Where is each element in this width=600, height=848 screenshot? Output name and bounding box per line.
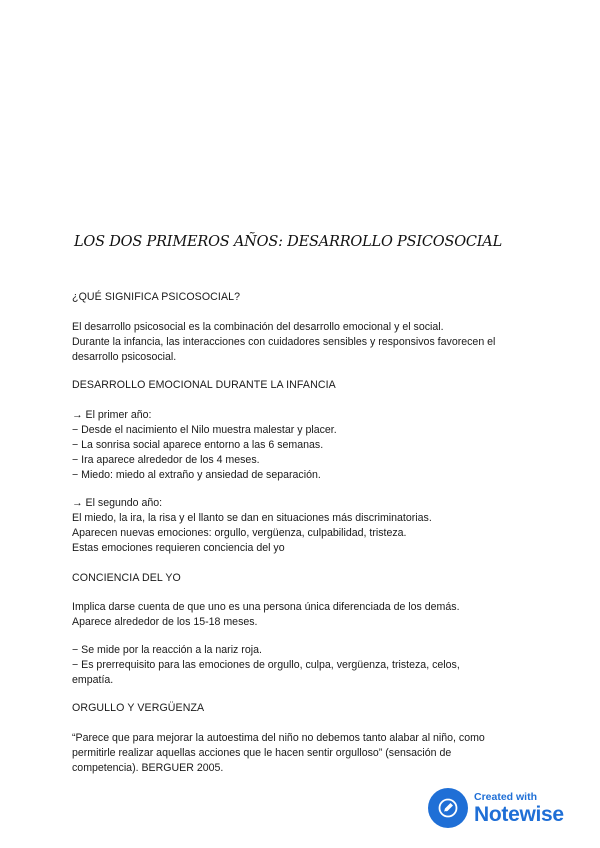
pen-icon <box>428 788 468 828</box>
paragraph-line: El miedo, la ira, la risa y el llanto se dan en situaciones más discriminatorias. <box>72 512 432 524</box>
paragraph-line: desarrollo psicosocial. <box>72 351 177 363</box>
paragraph-line: Aparecen nuevas emociones: orgullo, vergüenza, culpabilidad, tristeza. <box>72 527 407 539</box>
section-heading: ORGULLO Y VERGÜENZA <box>72 702 205 714</box>
quote-line: “Parece que para mejorar la autoestima del niño no debemos tanto alabar al niño, como <box>72 732 485 744</box>
section-heading: CONCIENCIA DEL YO <box>72 572 181 584</box>
section-heading: ¿QUÉ SIGNIFICA PSICOSOCIAL? <box>72 291 241 303</box>
paragraph-line: El desarrollo psicosocial es la combinación del desarrollo emocional y el social. <box>72 321 444 333</box>
paragraph-line: empatía. <box>72 674 114 686</box>
watermark-caption: Created with <box>474 790 538 803</box>
list-item: − Se mide por la reacción a la nariz roja. <box>72 644 262 656</box>
subsection-label: → El segundo año: <box>72 497 163 509</box>
list-item: − Es prerrequisito para las emociones de orgullo, culpa, vergüenza, tristeza, celos, <box>72 659 460 671</box>
list-item: − La sonrisa social aparece entorno a las 6 semanas. <box>72 439 324 451</box>
document-title: LOS DOS PRIMEROS AÑOS: DESARROLLO PSICOSOCIAL <box>74 234 503 250</box>
watermark-brand: Notewise <box>474 802 564 826</box>
paragraph-line: Implica darse cuenta de que uno es una persona única diferenciada de los demás. <box>72 601 460 613</box>
quote-line: competencia). BERGUER 2005. <box>72 762 224 774</box>
paragraph-line: Aparece alrededor de los 15-18 meses. <box>72 616 258 628</box>
subsection-label: → El primer año: <box>72 409 152 421</box>
list-item: − Miedo: miedo al extraño y ansiedad de separación. <box>72 469 321 481</box>
paragraph-line: Durante la infancia, las interacciones con cuidadores sensibles y responsivos favorecen el <box>72 336 496 348</box>
paragraph-line: Estas emociones requieren conciencia del yo <box>72 542 285 554</box>
section-heading: DESARROLLO EMOCIONAL DURANTE LA INFANCIA <box>72 379 336 391</box>
list-item: − Ira aparece alrededor de los 4 meses. <box>72 454 260 466</box>
list-item: − Desde el nacimiento el Nilo muestra malestar y placer. <box>72 424 337 436</box>
notewise-watermark <box>428 786 588 830</box>
quote-line: permitirle realizar aquellas acciones que le hacen sentir orgulloso” (sensación de <box>72 747 452 759</box>
